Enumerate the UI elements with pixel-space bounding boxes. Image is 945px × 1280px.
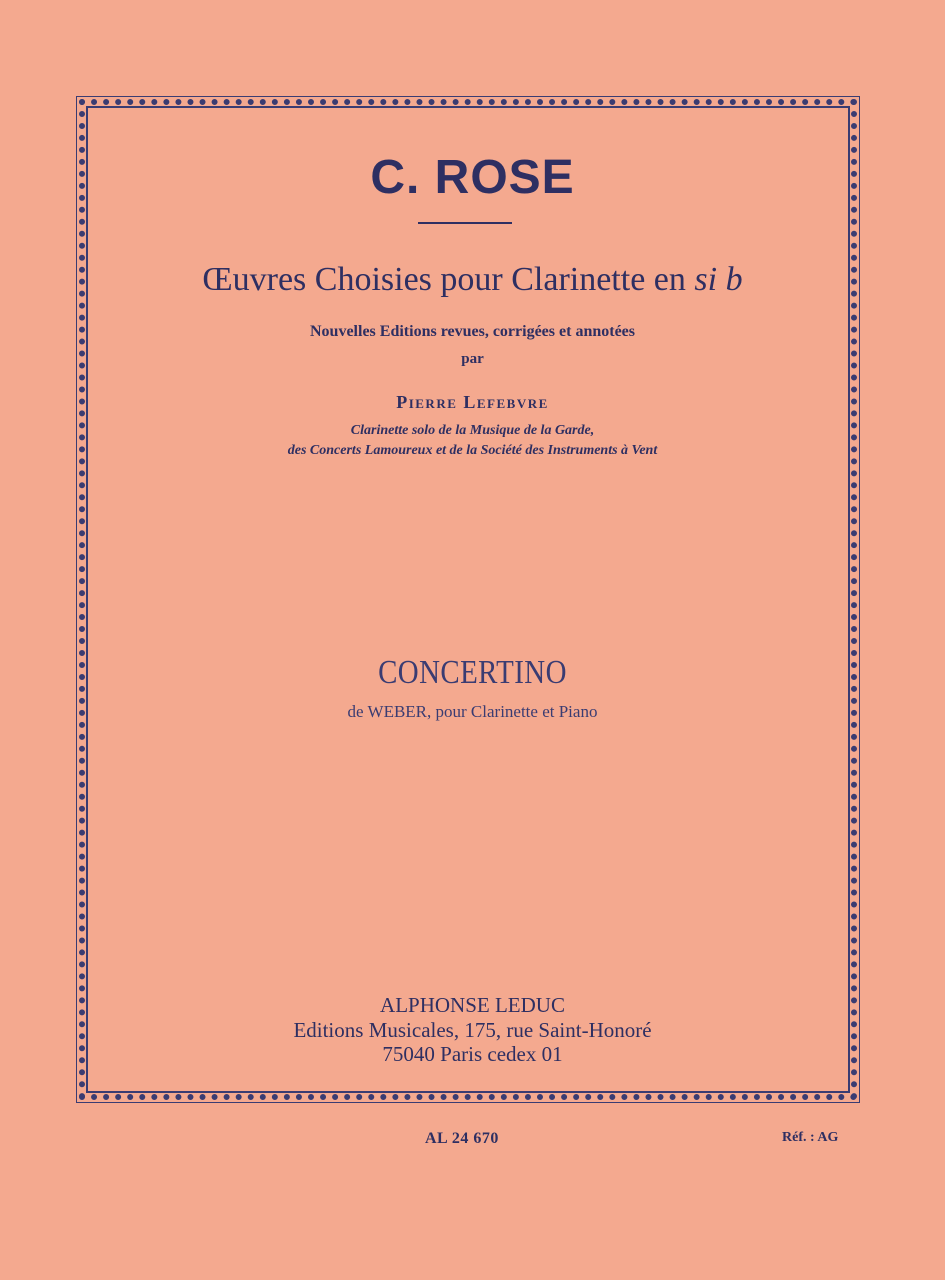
work-subtitle: de WEBER, pour Clarinette et Piano [347, 702, 598, 721]
editor-description-line2: des Concerts Lamoureux et de la Société des Instruments à Vent [287, 443, 658, 458]
series-title [0, 261, 945, 299]
series-title-main: Œuvres Choisies pour Clarinette en [202, 261, 695, 298]
series-title-key: si b [694, 261, 743, 298]
reference-code: Réf. : AG [782, 1130, 839, 1145]
title-divider [418, 222, 512, 224]
composer-name: C. ROSE [370, 151, 575, 204]
border-inner-line [86, 106, 850, 1093]
edition-subtitle: Nouvelles Editions revues, corrigées et annotées [310, 323, 635, 340]
publisher-address-line1: Editions Musicales, 175, rue Saint-Honoré [293, 1018, 652, 1042]
catalog-number: AL 24 670 [425, 1130, 499, 1147]
editor-name: Pierre Lefebvre [396, 392, 549, 412]
publisher-address-line2: 75040 Paris cedex 01 [382, 1042, 563, 1066]
work-title: CONCERTINO [378, 654, 567, 691]
editor-description-line1: Clarinette solo de la Musique de la Garde, [350, 423, 595, 438]
by-label: par [461, 351, 484, 367]
publisher-name: ALPHONSE LEDUC [380, 993, 565, 1017]
